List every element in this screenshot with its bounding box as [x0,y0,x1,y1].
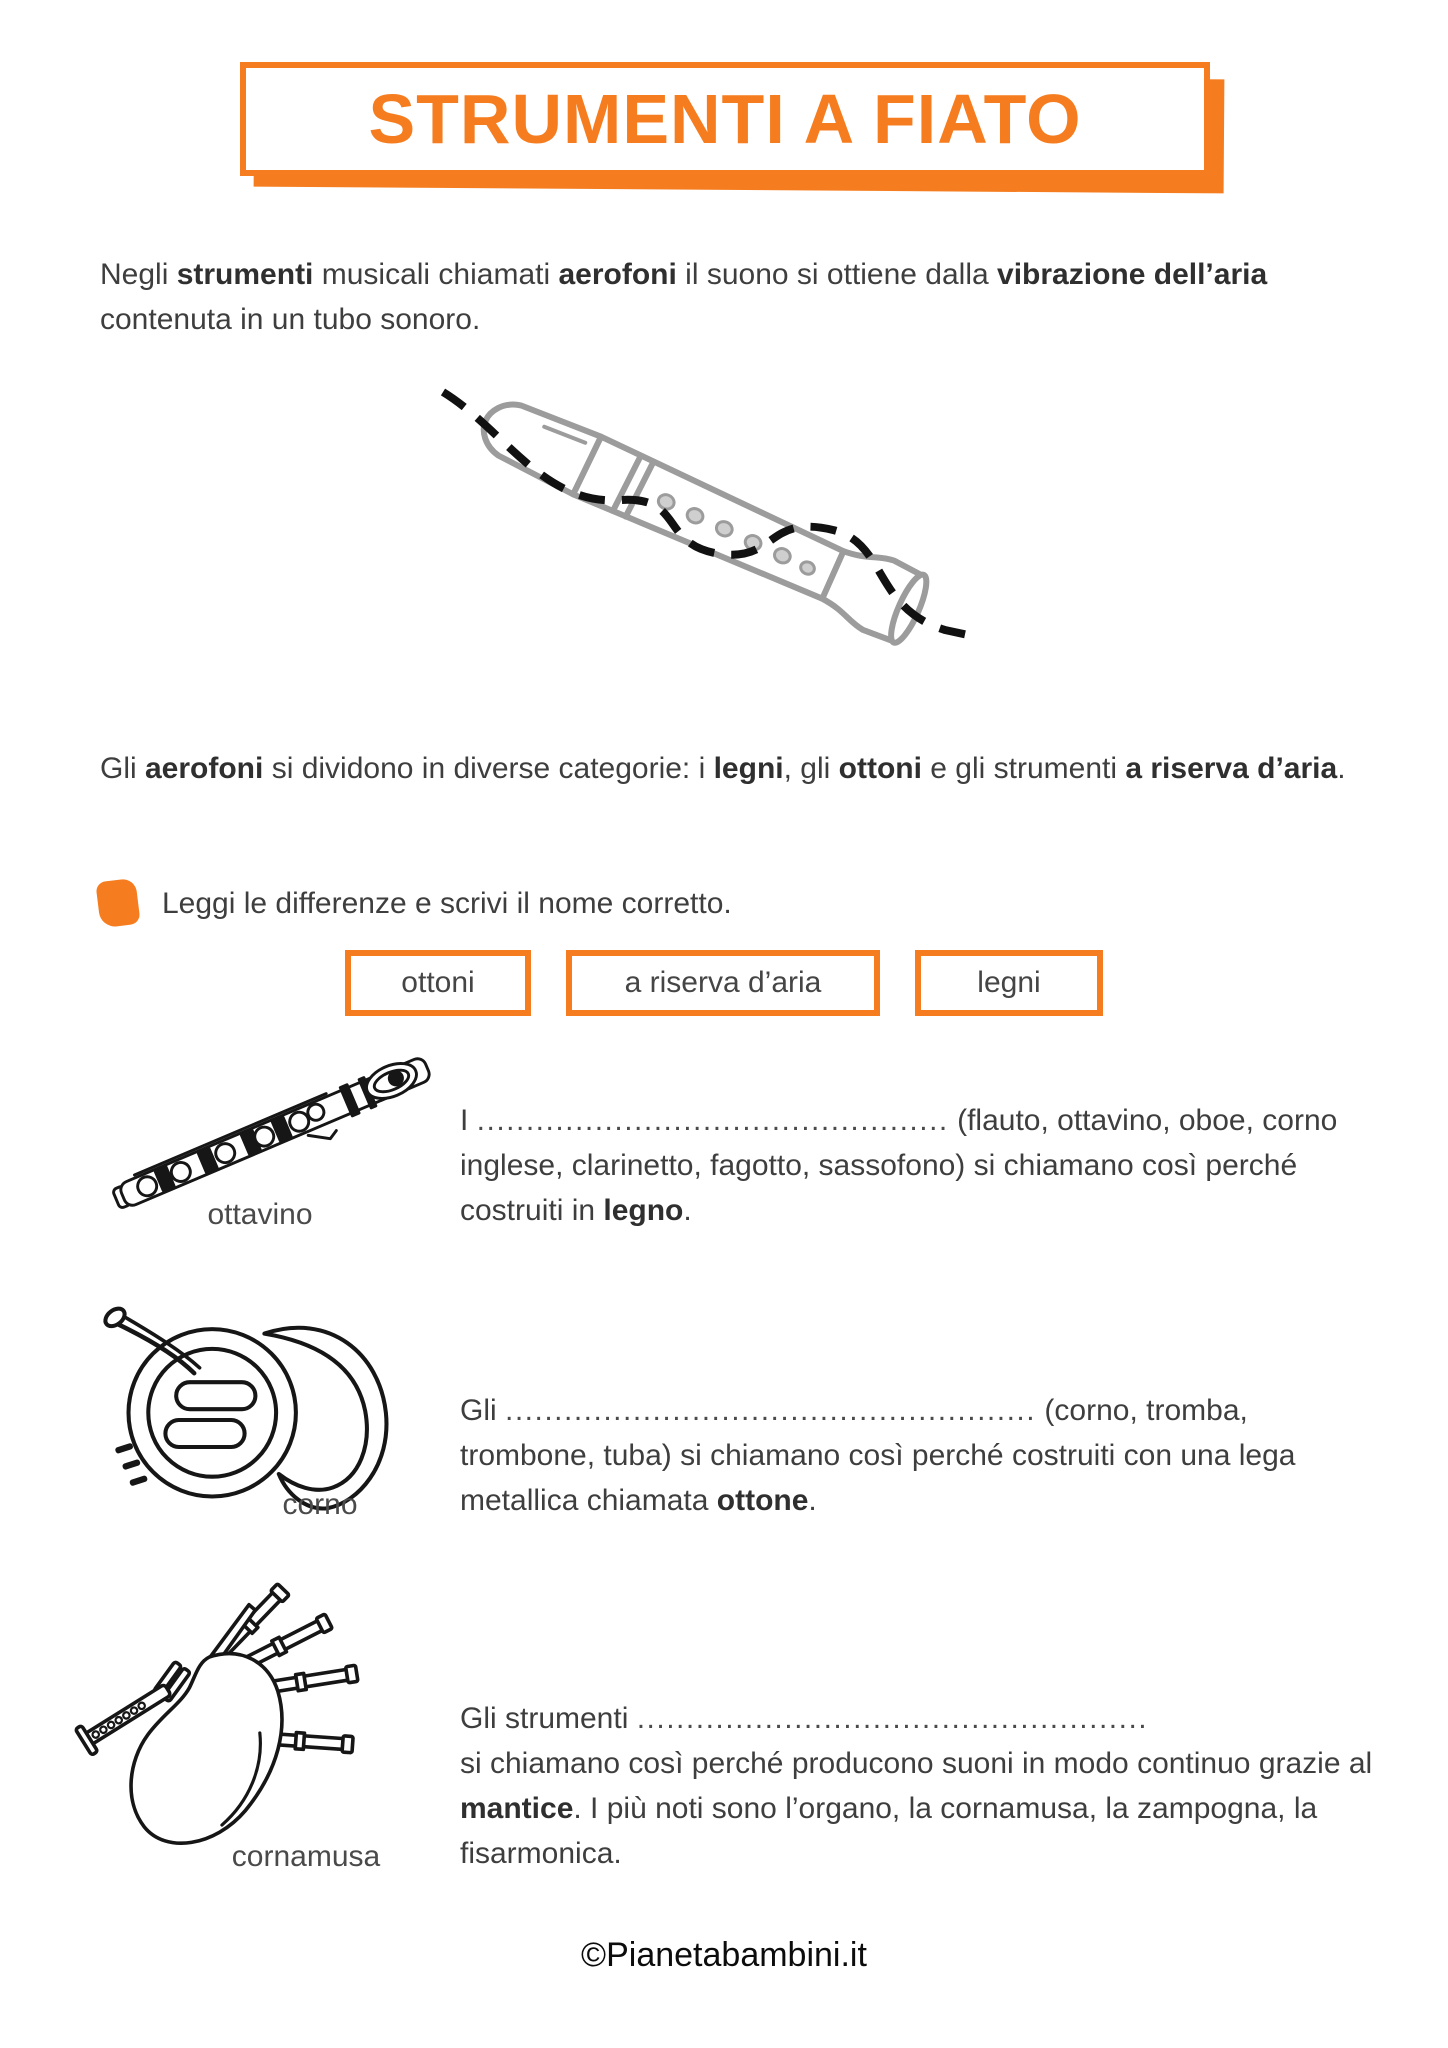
recorder-flute-illustration [425,378,985,658]
french-horn-illustration [88,1294,394,1519]
orange-tag-icon [95,878,140,929]
bagpipe-illustration [72,1574,370,1881]
page-title: STRUMENTI A FIATO [368,80,1082,158]
piccolo-illustration [85,1044,465,1220]
instrument-label-corno: corno [282,1488,358,1521]
exercise-instruction-row [98,880,732,926]
instrument-label-cornamusa: cornamusa [231,1840,381,1873]
title-banner [240,62,1210,176]
exercise-instruction: Leggi le differenze e scrivi il nome corretto. [162,886,732,920]
intro-paragraph: Negli strumenti musicali chiamati aerofoni il suono si ottiene dalla vibrazione dell’aria contenuta in un tubo sonoro. [100,258,1268,336]
option-box-a-riserva-daria: a riserva d’aria [566,950,880,1016]
option-box-ottoni: ottoni [345,950,531,1016]
answer-options-row [345,950,1103,1016]
item-text-riserva-daria: Gli strumenti .................................................... si chiamano così perché producono suoni in modo continuo grazie al mantice. I più noti sono l’organo, la cornamusa, la zampogna, la fisarmonica. [460,1702,1373,1870]
instrument-label-ottavino: ottavino [207,1198,313,1231]
item-text-ottoni: Gli ...................................................... (corno, tromba, trombone, tuba) si chiamano così perché costruiti con una lega metallica chiamata ottone. [460,1394,1296,1517]
item-text-legni: I ................................................ (flauto, ottavino, oboe, corno inglese, clarinetto, fagotto, sassofono) si chiamano così perché costruiti in legno. [460,1104,1338,1227]
site-credit: ©Pianetabambini.it [581,1936,867,1974]
option-box-legni: legni [915,950,1103,1016]
categories-paragraph: Gli aerofoni si dividono in diverse categorie: i legni, gli ottoni e gli strumenti a riserva d’aria. [100,752,1346,785]
